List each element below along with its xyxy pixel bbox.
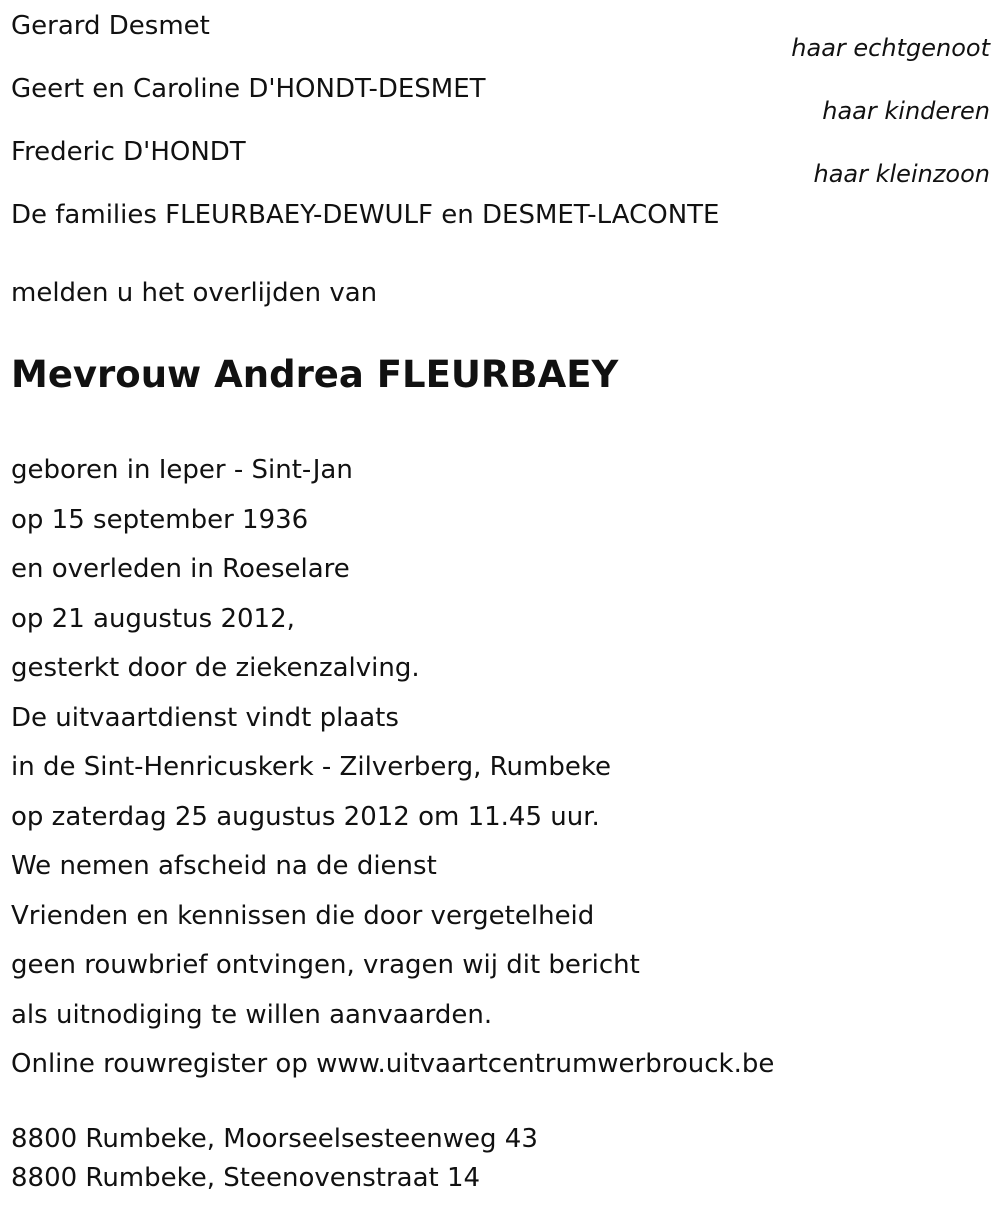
family-row-children <box>0 73 1000 133</box>
announcement-intro: melden u het overlijden van <box>11 278 378 308</box>
body-line: als uitnodiging te willen aanvaarden. <box>11 999 493 1030</box>
announcement-body <box>11 446 774 1090</box>
family-member-relation: haar echtgenoot <box>791 34 990 62</box>
body-line: Vrienden en kennissen die door vergetelheid <box>11 900 595 931</box>
body-line: gesterkt door de ziekenzalving. <box>11 653 420 683</box>
family-row-spouse <box>0 10 1000 70</box>
body-line: geboren in Ieper - Sint-Jan <box>11 455 353 485</box>
body-line: op zaterdag 25 augustus 2012 om 11.45 uur. <box>11 801 600 832</box>
family-member-relation: haar kinderen <box>822 97 990 125</box>
body-line: op 15 september 1936 <box>11 504 309 535</box>
body-line: op 21 augustus 2012, <box>11 603 295 634</box>
funeral-home-addresses <box>11 1120 538 1198</box>
body-line: in de Sint-Henricuskerk - Zilverberg, Rumbeke <box>11 752 611 782</box>
family-member-name: Geert en Caroline D'HONDT-DESMET <box>11 74 486 104</box>
deceased-name: Mevrouw Andrea FLEURBAEY <box>11 353 619 396</box>
body-line: en overleden in Roeselare <box>11 554 350 584</box>
family-member-name: Gerard Desmet <box>11 11 210 41</box>
family-row-families <box>0 199 1000 259</box>
family-member-name: De families FLEURBAEY-DEWULF en DESMET-LACONTE <box>11 200 720 230</box>
address-line: 8800 Rumbeke, Steenovenstraat 14 <box>11 1163 481 1193</box>
body-line: De uitvaartdienst vindt plaats <box>11 702 399 733</box>
family-member-name: Frederic D'HONDT <box>11 137 246 167</box>
family-row-grandson <box>0 136 1000 196</box>
family-member-relation: haar kleinzoon <box>813 160 990 188</box>
online-register-line: Online rouwregister op www.uitvaartcentrumwerbrouck.be <box>11 1049 775 1079</box>
body-line: geen rouwbrief ontvingen, vragen wij dit bericht <box>11 950 640 980</box>
body-line: We nemen afscheid na de dienst <box>11 851 437 881</box>
address-line: 8800 Rumbeke, Moorseelsesteenweg 43 <box>11 1124 538 1154</box>
